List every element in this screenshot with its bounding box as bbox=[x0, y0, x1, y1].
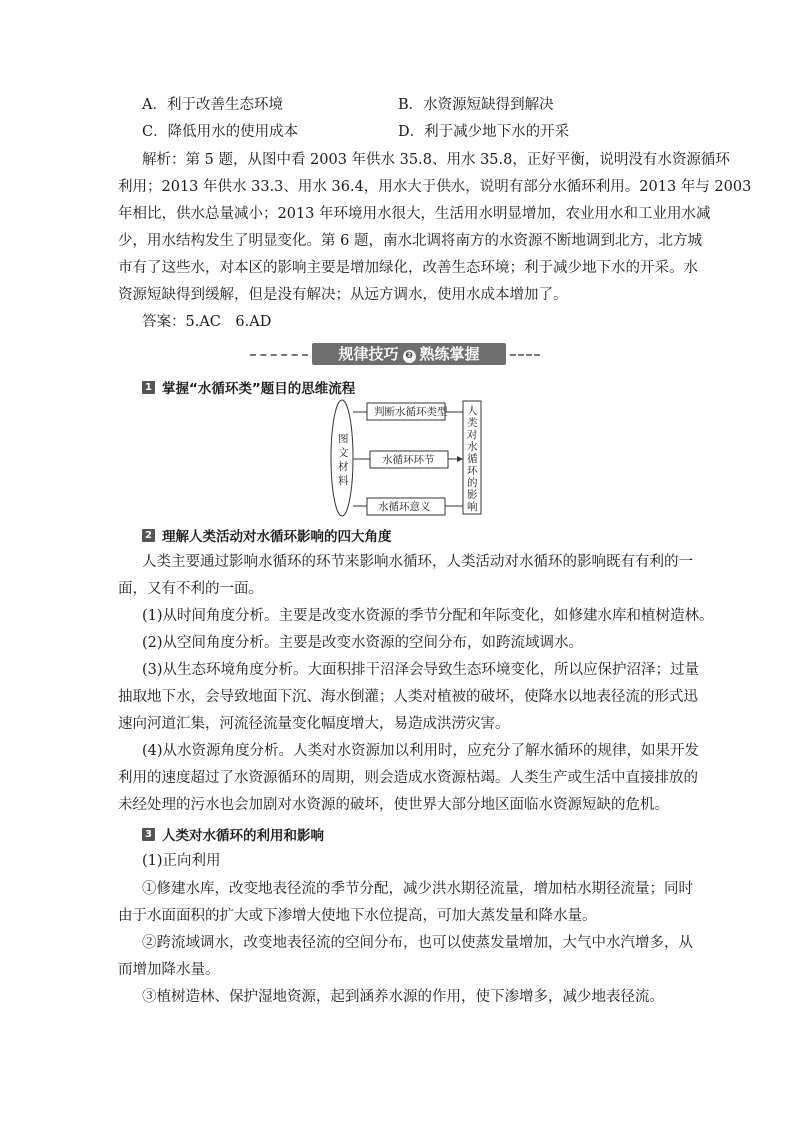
left-label-char: 料 bbox=[338, 475, 349, 487]
answer-line: 答案：5.AC 6.AD bbox=[142, 314, 272, 330]
option-c: C．降低用水的使用成本 bbox=[142, 124, 299, 140]
item2-line: (1)从时间角度分析。主要是改变水资源的季节分配和年际变化，如修建水库和植树造林。 bbox=[142, 608, 714, 624]
item3-line: 由于水面面积的扩大或下渗增大使地下水位提高，可加大蒸发量和降水量。 bbox=[118, 908, 597, 924]
section-1-number: 1 bbox=[142, 381, 155, 394]
section-3-title: 人类对水循环的利用和影响 bbox=[162, 828, 324, 844]
analysis-line: 市有了这些水，对本区的影响主要是增加绿化，改善生态环境；利于减少地下水的开采。水 bbox=[118, 260, 698, 276]
item2-line: 未经处理的污水也会加剧对水资源的破坏，使世界大部分地区面临水资源短缺的危机。 bbox=[118, 797, 669, 813]
analysis-line: 年相比，供水总量减小；2013 年环境用水很大，生活用水明显增加，农业用水和工业用水减 bbox=[118, 206, 711, 222]
item3-line: ③植树造林、保护湿地资源，起到涵养水源的作用，使下渗增多，减少地表径流。 bbox=[142, 989, 664, 1005]
section-2-title: 理解人类活动对水循环影响的四大角度 bbox=[162, 529, 392, 545]
intro-line: 人类主要通过影响水循环的环节来影响水循环，人类活动对水循环的影响既有有利的一 bbox=[142, 554, 693, 570]
section-1-heading bbox=[142, 377, 355, 397]
option-d: D．利于减少地下水的开采 bbox=[398, 124, 570, 140]
banner-right-text: 熟练掌握 bbox=[419, 345, 480, 363]
item2-line: 利用的速度超过了水资源循环的周期，则会造成水资源枯竭。人类生产或生活中直接排放的 bbox=[118, 770, 698, 786]
banner-dash-left bbox=[250, 354, 308, 356]
option-b: B．水资源短缺得到解决 bbox=[398, 97, 554, 113]
box-meaning-label: 水循环意义 bbox=[378, 501, 431, 513]
section-banner bbox=[250, 343, 540, 367]
analysis-line: 利用；2013 年供水 33.3、用水 36.4，用水大于供水，说明有部分水循环利用。2013 年与 2003 bbox=[118, 179, 752, 195]
right-label-char: 水 bbox=[467, 441, 478, 453]
right-label-char: 循 bbox=[467, 453, 478, 465]
right-label-char: 的 bbox=[467, 477, 478, 489]
item3-line: ①修建水库，改变地表径流的季节分配，减少洪水期径流量，增加枯水期径流量；同时 bbox=[142, 881, 693, 897]
arrow-head bbox=[457, 456, 463, 462]
right-label-char: 影 bbox=[467, 489, 478, 501]
option-a: A．利于改善生态环境 bbox=[142, 97, 283, 113]
right-label-char: 响 bbox=[467, 501, 478, 513]
item2-line: (2)从空间角度分析。主要是改变水资源的空间分布，如跨流域调水。 bbox=[142, 635, 584, 651]
section-3-number: 3 bbox=[142, 828, 155, 841]
box-link-label: 水循环环节 bbox=[382, 454, 435, 466]
item2-line: (3)从生态环境角度分析。大面积排干沼泽会导致生态环境变化，所以应保护沼泽；过量 bbox=[142, 662, 700, 678]
banner-title bbox=[312, 343, 506, 365]
banner-dash-right bbox=[510, 354, 540, 356]
item2-line: 抽取地下水，会导致地面下沉、海水倒灌；人类对植被的破坏，使降水以地表径流的形式迅 bbox=[118, 689, 698, 705]
banner-left-text: 规律技巧 bbox=[338, 345, 399, 363]
left-label-char: 材 bbox=[338, 461, 349, 473]
intro-line: 面，又有不利的一面。 bbox=[118, 581, 263, 597]
analysis-line: 资源短缺得到缓解，但是没有解决；从远方调水，使用水成本增加了。 bbox=[118, 287, 568, 303]
box-type-label: 判断水循环类型 bbox=[374, 406, 448, 418]
item3-line: 而增加降水量。 bbox=[118, 962, 220, 978]
item3-line: (1)正向利用 bbox=[142, 853, 221, 869]
flow-diagram bbox=[330, 398, 495, 522]
item2-line: (4)从水资源角度分析。人类对水资源加以利用时，应充分了解水循环的规律，如果开发 bbox=[142, 743, 700, 759]
section-1-title: 掌握“水循环类”题目的思维流程 bbox=[162, 381, 356, 397]
left-label-char: 图 bbox=[338, 433, 349, 445]
right-label-char: 对 bbox=[467, 429, 478, 441]
right-label-char: 人 bbox=[467, 405, 478, 417]
left-label-char: 文 bbox=[338, 447, 349, 459]
right-label-char: 环 bbox=[467, 465, 478, 477]
right-label-char: 类 bbox=[467, 417, 478, 429]
section-2-heading bbox=[142, 525, 392, 545]
section-2-number: 2 bbox=[142, 529, 155, 542]
banner-number-icon: ❷ bbox=[403, 350, 416, 363]
analysis-line: 少，用水结构发生了明显变化。第 6 题，南水北调将南方的水资源不断地调到北方，北方城 bbox=[118, 233, 702, 249]
item3-line: ②跨流域调水，改变地表径流的空间分布，也可以使蒸发量增加，大气中水汽增多，从 bbox=[142, 935, 693, 951]
section-3-heading bbox=[142, 824, 324, 844]
item2-line: 速向河道汇集，河流径流量变化幅度增大，易造成洪涝灾害。 bbox=[118, 716, 510, 732]
analysis-line: 解析：第 5 题，从图中看 2003 年供水 35.8、用水 35.8，正好平衡，说明没有水资源循环 bbox=[142, 152, 730, 168]
